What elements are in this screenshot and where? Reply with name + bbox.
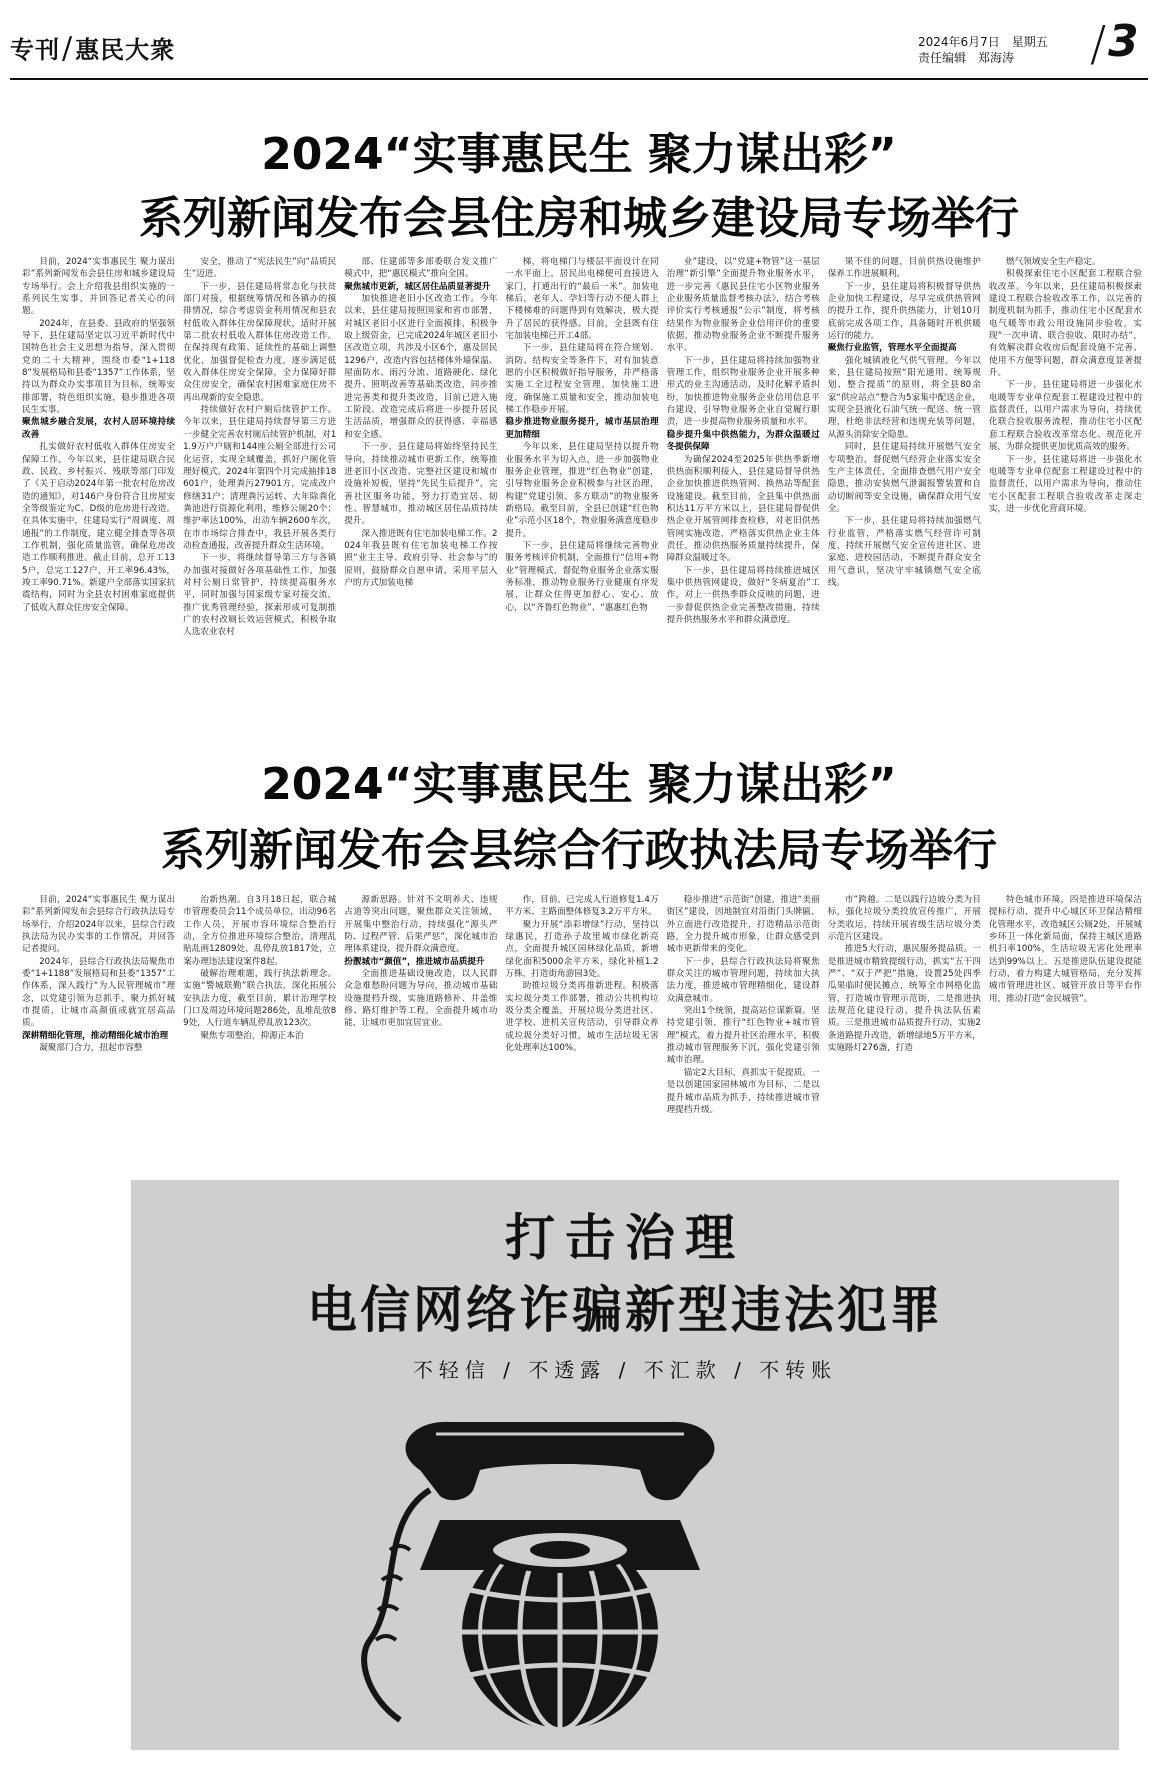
body-paragraph: 为确保2024至2025年供热季新增供热面积顺利接入，县住建局督导供热企业加快推进供热管网、换热站等配套设施建设。截至目前，全县集中供热面积达11万平方米以上，县住建局督促供热企业开展管网排查检修，对老旧供热管网实施改造，严格落实供热企业主体责任，推动供热服务质量持续提升，保障群众温暖过冬。 bbox=[666, 454, 820, 564]
body-paragraph: 治新热潮。自3月18日起，联合城市管理委员会11个成员单位，出动96名工作人员，开展市容环境综合整治行动，全方位推进环境综合整治，清理乱贴乱画12809处、乱停乱放1817处，立案办理违法建设案件8起。 bbox=[183, 895, 337, 967]
telephone-globe-icon bbox=[350, 1400, 770, 1740]
body-paragraph: 持续做好农村户厕后续管护工作。今年以来，县住建局持续督导第三方进一步健全完善农村厕后续管护机制，对11.9万户户厕和144座公厕全部进行公司化运营，实现全域覆盖，抓好户厕化管理好模式。2024年第四个月完成抽排18601户，处理粪污27901方，完成改户修缮31户；清理粪污运转、大年除粪化粪池进行资源化利用，维修公厕20个；维护率达100%，出动车辆2600车次，在市市场综合排查中，我县开展各类行动检查通报，改善提升群众生活环境。 bbox=[183, 405, 337, 551]
article2-column bbox=[183, 894, 336, 1150]
body-paragraph: 下一步，县住建局将常态化与扶贫部门对接，根据统筹情况和各镇办的摸排情况，综合考虑资金利用情况和县农村低收入群体住房保障现状，适时开展第二批农村低收入群体住房改造工作。在保持现有政策、延续性的基础上调整优化，加强督促检查力度，逐步满足低收入群体住房安全保障，全力保障好群众住房安全，确保农村困难家庭住房不再出现新的安全隐患。 bbox=[183, 281, 337, 403]
body-paragraph: 作，目前，已完成人行道修复1.4万平方米、主路面整体修复3.2万平方米。 bbox=[505, 895, 659, 918]
body-paragraph: 破解治理难题，践行执法新理念。实施“警城联勤”联合执法，深化拓展公安执法力度，截至目前，累计治理学校门口及周边环境问题286处，乱堆乱放89处，人行道车辆乱停乱放123次。 bbox=[183, 969, 337, 1029]
body-paragraph: 下一步，县住建局将始终坚持民生导向，持续推动城市更新工作，统筹推进老旧小区改造、完整社区建设和城市设施补短板，坚持“先民生后提升”，完善社区服务功能，努力打造宜居、韧性、智慧城市，推动城区居住品质持续提升。 bbox=[344, 442, 498, 527]
section-label bbox=[10, 30, 175, 66]
body-paragraph: 果不佳的问题，目前供热设施维护保养工作进展顺利。 bbox=[827, 257, 981, 280]
body-paragraph: 扎实做好农村低收入群体住房安全保障工作。今年以来，县住建局联合民政、民政、乡村振兴、残联等部门印发了《关于启动2024年第一批农村危房改造的通知》，对146户身份符合且房屋安全等级鉴定为C、D级的危房进行改造。在具体实施中，住建局实行“周调度、周通报”的工作制度，建立健全排查等各项工作机制，强化质量监管，确保危房改造工作顺利推进。截止目前，总开工135户，总完工127户，开工率96.43%，竣工率90.71%。新建户全部落实国家抗震结构，同时为全县农村困难家庭提供了低收入群众住房安全保障。 bbox=[22, 442, 176, 613]
body-paragraph: 聚力开展“添彩增绿”行动，坚持以绿惠民，打造孙子故里城市绿化新亮点，全面提升城区园林绿化品质，新增绿化面积5000余平方米，绿化补植1.2万株，打造街角游园3处。 bbox=[505, 919, 659, 980]
article2-column bbox=[989, 894, 1142, 1150]
body-paragraph: 业”建设，以“党建+物管”这一基层治理“新引擎”全面提升物业服务水平，进一步完善《惠民县住宅小区物业服务企业服务质量监督考核办法》，结合考核评价实行考核通报“公示”制度，将考核结果作为物业服务企业信用评价的重要依据，推动物业服务企业不断提升服务水平。 bbox=[666, 257, 820, 354]
body-paragraph: 下一步，县综合行政执法局将聚焦群众关注的城市管理问题，持续加大执法力度，推进城市管理精细化，建设群众满意城市。 bbox=[666, 956, 820, 1004]
masthead-divider bbox=[10, 78, 1148, 80]
article1-body bbox=[22, 256, 1142, 706]
article1-column bbox=[505, 256, 658, 706]
section-subheading: 深耕精细化管理，推动精细化城市治理 bbox=[22, 1030, 169, 1041]
body-paragraph: 全面推进基础设施改造，以人民群众急难愁盼问题为导向，推动城市基础设施提档升级，实施道路修补、井盖维修、路灯维护等工程，全面提升城市功能，让城市更加宜居宜业。 bbox=[344, 969, 498, 1029]
banner-title-line2: 电信网络诈骗新型违法犯罪 bbox=[307, 1281, 943, 1339]
article1-headline-line1: 2024“实事惠民生 聚力谋出彩” bbox=[261, 129, 897, 180]
body-paragraph: 凝聚部门合力，扭起市容整 bbox=[39, 1043, 143, 1054]
section-name: 专刊 bbox=[10, 35, 60, 64]
body-paragraph: 源新思路。针对不文明养犬、违规占道等突出问题，聚焦群众关注领域，开展集中整治行动，持续强化“源头严防、过程严管、后果严惩”，深化城市治理体系建设，提升群众满意度。 bbox=[344, 895, 498, 955]
masthead bbox=[0, 0, 1158, 80]
article2-headline-line1: 2024“实事惠民生 聚力谋出彩” bbox=[261, 759, 897, 810]
body-paragraph: 目前，2024“实事惠民生 聚力谋出彩”系列新闻发布会县综合行政执法局专场举行，介绍2024年以来，县综合行政执法局为民办实事的工作情况，并回答记者提问。 bbox=[22, 895, 176, 955]
article1-headline-line2: 系列新闻发布会县住房和城乡建设局专场举行 bbox=[139, 193, 1019, 244]
section-subheading: 稳步提升集中供热能力，为群众温暖过冬提供保障 bbox=[666, 429, 820, 453]
paper-name: 惠民大衆 bbox=[75, 35, 176, 64]
article2-column bbox=[505, 894, 658, 1150]
body-paragraph: 部、住建部等多部委联合发文推广模式中，把“惠民模式”推向全国。 bbox=[344, 257, 498, 280]
article2-body bbox=[22, 894, 1142, 1150]
body-paragraph: 目前，2024“实事惠民生 聚力谋出彩”系列新闻发布会县住房和城乡建设局专场举行。会上介绍我县组织实施的一系列民生实事，并回答记者关心的问题。 bbox=[22, 257, 176, 317]
article2-headline-line2: 系列新闻发布会县综合行政执法局专场举行 bbox=[161, 825, 997, 876]
issue-date: 2024年6月7日 星期五 bbox=[918, 35, 1048, 49]
body-paragraph: 强化城镇液化气供气管理。今年以来，县住建局按照“阳光通用、统筹规划、整合提质”的原则，将全县80余家“供应站点”整合为5家集中配送企业，实现全县液化石油气统一配送、统一管理，杜绝非法经营和违规充装等问题，从源头消除安全隐患。 bbox=[827, 355, 981, 440]
page-number: 3 bbox=[1108, 16, 1139, 67]
body-paragraph: 下一步，县住建局将持续加强物业管理工作，组织物业服务企业开展多种形式的业主沟通活动，及时化解矛盾纠纷，加快推进物业服务企业信用信息平台建设，引导物业服务企业自觉履行职责，进一步提高物业服务质量和水平。 bbox=[666, 355, 820, 428]
banner-slogan: 不轻信 / 不透露 / 不汇款 / 不转账 bbox=[412, 1358, 838, 1382]
article1-column bbox=[183, 256, 336, 706]
body-paragraph: 燃气领域安全生产稳定。 bbox=[1006, 257, 1101, 267]
section-subheading: 稳步推进物业服务提升，城市基层治理更加精细 bbox=[505, 417, 659, 440]
body-paragraph: 下一步，县住建局将继续完善物业服务考核评价机制，全面推行“信用+物业”管理模式，督促物业服务企业落实服务标准，推动物业服务行业健康有序发展，让群众住得更加舒心、安心、放心，以“齐鲁红色物业”、“惠惠红色物 bbox=[505, 540, 659, 613]
section-subheading: 聚焦城乡融合发展，农村人居环境持续改善 bbox=[22, 417, 176, 440]
section-subheading: 聚焦行业监管，管理水平全面提高 bbox=[827, 343, 957, 354]
body-paragraph: 安全，推动了“宪法民生”向“品质民生”迈进。 bbox=[183, 257, 337, 280]
body-paragraph: 今年以来，县住建局坚持以提升物业服务水平为切入点，进一步加强物业服务企业管理，推进“红色物业”创建，引导物业服务企业积极参与社区治理，构建“党建引领、多方联动”的物业服务新格局。截至目前，全县已创建“红色物业”示范小区18个，物业服务满意度稳步提升。 bbox=[505, 442, 659, 539]
section-subheading: 聚焦城市更新，城区居住品质显著提升 bbox=[344, 281, 491, 292]
body-paragraph: 下一步，县住建局将积极督导供热企业加快工程建设，尽早完成供热管网的提升工作，提升供热能力，计划10月底前完成各项工作，具备随时开机供暖运行的能力。 bbox=[827, 281, 981, 342]
article1-column bbox=[667, 256, 820, 706]
article1-column bbox=[989, 256, 1142, 706]
section-subheading: 扮靓城市“颜值”，推进城市品质提升 bbox=[344, 956, 485, 967]
body-paragraph: 市”跨越。二是以践行边坡分类为目标，强化垃圾分类投放宣传推广，开展分类收运，持续开展省级生活垃圾分类示范片区建设。 bbox=[827, 895, 981, 943]
article2-column bbox=[828, 894, 981, 1150]
masthead-slash: / bbox=[62, 31, 74, 66]
body-paragraph: 锚定2大目标，真抓实干促提质。一是以创建国家园林城市为目标，二是以提升城市品质为抓手，持续推进城市管理提档升级。 bbox=[666, 1067, 820, 1115]
body-paragraph: 下一步，县住建局将持续加强燃气行业监管，严格落实燃气经营许可制度，持续开展燃气安全宣传进社区、进家庭、进校园活动，不断提升群众安全用气意识，坚决守牢城镇燃气安全底线。 bbox=[827, 516, 981, 588]
article2-column bbox=[667, 894, 820, 1150]
banner-title-line1: 打击治理 bbox=[505, 1209, 745, 1267]
body-paragraph: 稳步推进“示范街”创建，推进“美丽街区”建设，因地制宜对沿街门头牌匾、外立面进行改造提升，打造精品示范街路，全力提升城市形象，让群众感受到城市更新带来的变化。 bbox=[666, 895, 820, 955]
body-paragraph: 下一步，县住建局将进一步强化水电暖等专业单位配套工程建设过程中的监督责任，以用户需求为导向，持续优化联合验收服务流程，推动住宅小区配套工程联合验收改革常态化、规范化开展，为群众提供更加优质高效的服务。 bbox=[988, 380, 1142, 453]
body-paragraph: 积极探索住宅小区配套工程联合验收改革。今年以来，县住建局积极探索建设工程联合验收改革工作，以完善的制度机制为抓手，推动住宅小区配套水电气暖等市政公用设施同步验收，实现“一次申请、联合验收、限时办结”，有效解决群众收房后配套设施不完善、使用不方便等问题，群众满意度显著提升。 bbox=[988, 269, 1142, 379]
body-paragraph: 下一步，县住建局将持续推进城区集中供热管网建设，做好“冬病夏治”工作，对上一供热季群众反映的问题，进一步督促供热企业完善整改措施，持续提升供热服务水平和群众满意度。 bbox=[666, 565, 820, 625]
body-paragraph: 助推垃圾分类再推新进程。积极落实垃圾分类工作部署，推动公共机构垃圾分类全覆盖，开展垃圾分类进社区、进学校、进机关宣传活动，引导群众养成垃圾分类好习惯，城市生活垃圾无害化处理率达100%。 bbox=[505, 981, 659, 1054]
body-paragraph: 突出1个统领，提高站位谋新篇。坚持党建引领，推行“红色物业+城市管理”模式，着力提升社区治理水平，积极推动城市管理服务下沉，强化党建引领城市治理。 bbox=[666, 1006, 820, 1066]
body-paragraph: 下一步，县住建局将在符合规划、消防、结构安全等条件下，对有加装意愿的小区积极做好指导服务，并严格落实施工全过程安全管理，加快施工进度，确保施工质量和安全，推动加装电梯工作稳步开展。 bbox=[505, 343, 659, 416]
body-paragraph: 同时，县住建局持续开展燃气安全专项整治，督促燃气经营企业落实安全生产主体责任，全面排查燃气用户安全隐患，推动安装燃气泄漏报警装置和自动切断阀等安全设施，确保群众用气安全。 bbox=[827, 442, 981, 514]
body-paragraph: 深入推进既有住宅加装电梯工作。2024年我县既有住宅加装电梯工作按照“业主主导、政府引导、社会参与”的原则，鼓励群众自愿申请，采用平层入户的方式加装电梯 bbox=[344, 528, 498, 588]
article1-column bbox=[828, 256, 981, 706]
article2-column bbox=[344, 894, 497, 1150]
issue-editor: 责任编辑 郑海涛 bbox=[918, 51, 1015, 65]
page-number-slash: / bbox=[1090, 16, 1107, 72]
body-paragraph: 推进5大行动，惠民服务提品质。一是推进城市精致提级行动，抓实“五干四严”、“双于严把”措施，设置25处四季瓜果临时便民摊点，统筹全市网格化监管，打造城市管理示范街，二是推进执法规范化建设行动，提升执法队伍素质。三是推进城市品质提升行动，实施2条道路提升改造，新增绿地5万平方米，实施路灯276盏，打造 bbox=[827, 944, 981, 1054]
body-paragraph: 2024年，在县委、县政府的坚强领导下，县住建局坚定以习近平新时代中国特色社会主义思想为指导，深入贯彻党的二十大精神，围绕市委“1+1188”发展格局和县委“1357”工作体系，坚持以为群众办实事项目为目标，统筹安排部署，特色组织实施，稳步推进各项民生实事。 bbox=[22, 318, 176, 416]
article2-column bbox=[22, 894, 175, 1150]
body-paragraph: 梯，将电梯门与楼层平面设计在同一水平面上，居民出电梯便可直接进入家门，打通出行的“最后一米”。加装电梯后，老年人、孕妇等行动不便人群上下楼梯难的问题得到有效解决，极大提升了居民的获得感。目前，全县既有住宅加装电梯已开工4部。 bbox=[505, 257, 659, 342]
body-paragraph: 特色城市环境，四是推进环境保洁提标行动，提升中心城区环卫保洁精细化管理水平，改造城区公厕2处，开展城乡环卫一体化新局面，保持主城区道路机扫率100%，生活垃圾无害化处理率达到99%以上。五是推进队伍建设提能行动，着力构建大城管格局，充分发挥城市管理进社区、城管开放日等平台作用，推动打造“金民城管”。 bbox=[988, 895, 1142, 1004]
body-paragraph: 聚焦专项整治，抑源正本治 bbox=[200, 1030, 304, 1041]
body-paragraph: 下一步，县住建局将进一步强化水电暖等专业单位配套工程建设过程中的监督责任，以用户需求为导向，推动住宅小区配套工程联合验收改革走深走实，进一步优化营商环境。 bbox=[988, 454, 1142, 514]
body-paragraph: 加快推进老旧小区改造工作。今年以来，县住建局按照国家和省市部署，对城区老旧小区进行全面摸排，积极争取上级资金，已完成2024年城区老旧小区改造立项，共涉及小区6个，惠及居民1296户，改造内容包括楼体外墙保温、屋面防水、雨污分流、道路硬化、绿化提升、照明改善等基础类改造，同步推进完善类和提升类改造，目前已进入施工阶段。改造完成后将进一步提升居民生活品质，增强群众的获得感、幸福感和安全感。 bbox=[344, 294, 498, 440]
body-paragraph: 2024年，县综合行政执法局聚焦市委“1+1188”发展格局和县委“1357”工作体系，深入践行“为人民管理城市”理念，以党建引领为总抓手，聚力抓好城市提质，让城市高颜值成就宜居高品质。 bbox=[22, 956, 176, 1029]
article1-column bbox=[344, 256, 497, 706]
body-paragraph: 下一步，将继续督导第三方与各镇办加强对接做好各项基础性工作，加强对村公厕日常管护，持续提高服务水平，同时加强与国家级专家对接交流，推广优秀管理经验，探索形成可复制推广的农村改厕长效运营模式，积极争取人选农业农村 bbox=[183, 553, 337, 638]
issue-info bbox=[918, 34, 1048, 66]
article1-column bbox=[22, 256, 175, 706]
